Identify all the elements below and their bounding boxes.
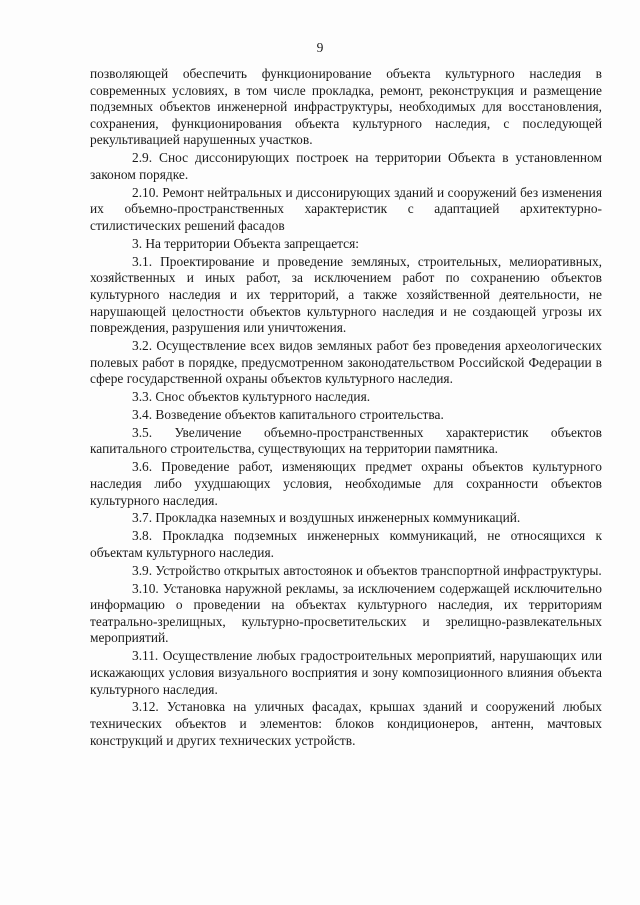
paragraph-3-11: 3.11. Осуществление любых градостроительных мероприятий, нарушающих или искажающих условия визуального восприятия и зону композиционного влияния объекта культурного наследия. bbox=[90, 648, 602, 697]
paragraph-3-12: 3.12. Установка на уличных фасадах, крышах зданий и сооружений любых технических объектов и элементов: блоков кондиционеров, антенн, мачтовых конструкций и других технических устройств. bbox=[90, 699, 602, 748]
paragraph-2-9: 2.9. Снос диссонирующих построек на территории Объекта в установленном законом порядке. bbox=[90, 150, 602, 182]
paragraph-3-3: 3.3. Снос объектов культурного наследия. bbox=[132, 389, 371, 405]
paragraph-3-2: 3.2. Осуществление всех видов земляных работ без проведения археологических полевых работ в порядке, предусмотренном законодательством Российской Федерации в сфере государственной охраны объектов культурного наследия. bbox=[90, 337, 602, 387]
paragraph-3-4: 3.4. Возведение объектов капитального строительства. bbox=[132, 406, 444, 422]
paragraph-3-6: 3.6. Проведение работ, изменяющих предмет охраны объектов культурного наследия либо ухудшающих условия, необходимые для сохранности объектов культурного наследия. bbox=[90, 459, 602, 508]
paragraph-continuation: позволяющей обеспечить функционирование объекта культурного наследия в современных условиях, в том числе прокладка, ремонт, реконструкция и размещение подземных объектов инженерной инфраструктуры, необходимых для восстановления, сохранения, функционирования объекта культурного наследия, с последующей рекультивацией нарушенных участков. bbox=[90, 66, 602, 148]
section-3-heading: 3. На территории Объекта запрещается: bbox=[132, 235, 359, 251]
paragraph-2-10: 2.10. Ремонт нейтральных и диссонирующих зданий и сооружений без изменения их объемно-пространственных характеристик с адаптацией архитектурно-стилистических решений фасадов bbox=[90, 184, 602, 233]
page-number: 9 bbox=[316, 40, 324, 55]
paragraph-3-8: 3.8. Прокладка подземных инженерных коммуникаций, не относящихся к объектам культурного наследия. bbox=[90, 528, 602, 560]
paragraph-3-1: 3.1. Проектирование и проведение земляных, строительных, мелиоративных, хозяйственных и иных работ, за исключением работ по сохранению объектов культурного наследия и их территорий, а также хозяйственной деятельности, не нарушающей целостности объектов культурного наследия и не создающей угрозы их повреждения, разрушения или уничтожения. bbox=[90, 253, 602, 336]
paragraph-3-10: 3.10. Установка наружной рекламы, за исключением содержащей исключительно информацию о проведении на объектах культурного наследия, их территориям театрально-зрелищных, культурно-просветительских и зрелищно-развлекательных мероприятий. bbox=[90, 580, 602, 646]
document-body bbox=[90, 66, 602, 751]
paragraph-3-7: 3.7. Прокладка наземных и воздушных инженерных коммуникаций. bbox=[132, 510, 521, 526]
paragraph-3-9: 3.9. Устройство открытых автостоянок и объектов транспортной инфраструктуры. bbox=[132, 562, 602, 578]
paragraph-3-5: 3.5. Увеличение объемно-пространственных характеристик объектов капитального строительства, существующих на территории памятника. bbox=[90, 424, 602, 457]
